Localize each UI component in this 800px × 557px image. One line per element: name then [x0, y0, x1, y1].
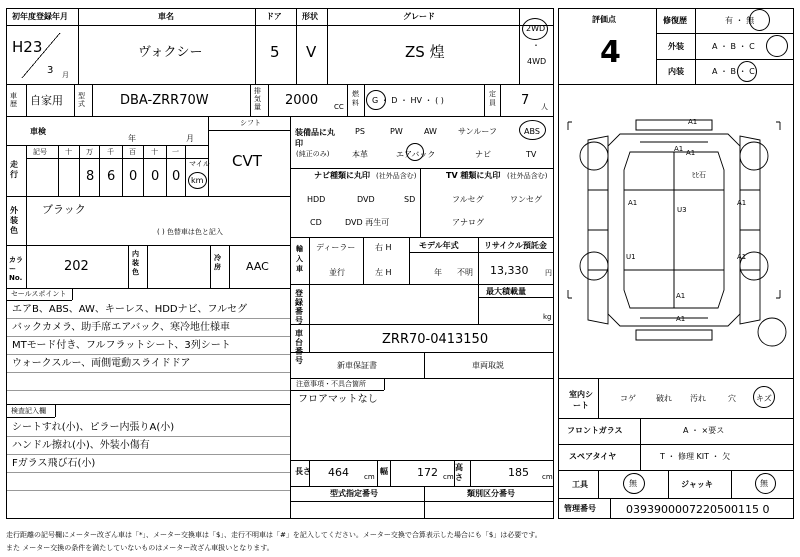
chassis-value: ZRR70-0413150	[382, 332, 489, 347]
height-label: 高さ	[455, 463, 463, 482]
navi-opt: SD	[404, 195, 416, 204]
warranty-manual: 車両取説	[472, 361, 504, 370]
drive-opt-4wd: 4WD	[527, 57, 547, 66]
score-value: 4	[600, 35, 621, 70]
inspection-year-unit: 年	[128, 134, 136, 143]
inspector-note-line: シートすれ(小)、ピラー内張りA(小)	[12, 422, 175, 433]
damage-mark: ﾋﾋ石	[692, 171, 706, 179]
equip-airbag: エアバック	[396, 150, 436, 159]
damage-mark: A1	[676, 315, 686, 323]
equip-aw: AW	[424, 127, 437, 136]
import-dealer: ディーラー	[316, 243, 356, 252]
exterior-color-value: ブラック	[42, 203, 86, 216]
model-label: 型式	[78, 92, 85, 108]
tv-sub: (社外品含む)	[507, 172, 548, 180]
model-value: DBA-ZRR70W	[120, 93, 209, 108]
equip-tv: TV	[526, 150, 537, 159]
sales-point-line: MTモード付き、フルフラットシート、3列シート	[12, 340, 231, 351]
sales-point-line: バックカメラ、助手席エアバック、寒冷地仕様車	[12, 322, 230, 333]
color-no-label: カラーNo.	[9, 256, 23, 282]
reg-no-label: 登録番号	[295, 289, 303, 325]
digit-label: 万	[86, 148, 93, 156]
ac-label: 冷房	[214, 254, 221, 271]
import-right: 右 H	[375, 243, 392, 252]
damage-mark: A1	[737, 253, 747, 261]
drive-dot: ・	[532, 41, 540, 50]
ac-value: AAC	[246, 260, 269, 273]
int-opts: A ・ B ・ C	[712, 67, 755, 76]
recycle-unit: 円	[545, 269, 552, 277]
navi-label: ナビ種類に丸印	[314, 171, 370, 180]
height-unit: cm	[542, 473, 553, 481]
mileage-unit-km: km	[191, 176, 204, 185]
interior-color-label: 内装色	[132, 250, 139, 276]
shape-value: V	[306, 43, 317, 61]
digit-label: 十	[65, 148, 72, 156]
color-no-value: 202	[64, 259, 89, 274]
equip-ps: PS	[355, 127, 365, 136]
navi-opt: DVD 再生可	[345, 218, 390, 227]
model-year-unit: 年	[434, 268, 442, 277]
footer-note-1: 走行距離の記号欄にメーター改ざん車は「*」、メーター交換車は「$」、走行不明車は「#」を記入してください。メーター交換で合算表示した場合にも「$」は必要です。	[6, 531, 542, 539]
digit-label: 千	[107, 148, 114, 156]
digit-label: 百	[129, 148, 136, 156]
equipment-label: 装備品に丸印	[295, 128, 335, 148]
chassis-label: 車台番号	[295, 329, 303, 365]
length-label: 長さ	[295, 467, 311, 476]
exterior-color-note: ( ) 色替車は色と記入	[157, 228, 223, 236]
height-value: 185	[508, 466, 529, 479]
shift-label: シフト	[240, 119, 261, 127]
displacement-label: 排気量	[254, 87, 261, 111]
shift-value: CVT	[232, 152, 262, 170]
tv-opt: フルセグ	[452, 195, 484, 204]
fuel-label: 燃料	[352, 90, 359, 107]
damage-mark: U3	[677, 206, 687, 214]
fuel-options: G ・ D ・ HV ・ ( )	[372, 96, 444, 105]
spare-tire-label: スペアタイヤ	[569, 452, 617, 461]
model-year-label: モデル年式	[419, 241, 459, 250]
mgmt-value: 0393900007220500115 0	[626, 503, 770, 516]
displacement-unit: CC	[334, 103, 344, 111]
inspector-note-line: Fガラス飛び石(小)	[12, 458, 96, 469]
damage-mark: A1	[676, 292, 686, 300]
inspection-month-unit: 月	[186, 134, 194, 143]
displacement-value: 2000	[285, 93, 319, 108]
width-unit: cm	[443, 473, 454, 481]
digit-label: 一	[172, 148, 179, 156]
use-value: 自家用	[30, 94, 63, 107]
front-glass-label: フロントガラス	[567, 426, 623, 435]
first-reg-month: 3	[47, 65, 54, 76]
damage-mark: A1	[674, 145, 684, 153]
exterior-color-label: 外装色	[10, 206, 18, 235]
navi-opt: CD	[310, 218, 322, 227]
equip-pw: PW	[390, 127, 403, 136]
max-load-unit: kg	[543, 313, 552, 321]
ext-selected-circle	[766, 35, 788, 57]
damage-mark: A1	[686, 149, 696, 157]
capacity-value: 7	[521, 93, 530, 108]
model-year-unknown: 不明	[457, 268, 473, 277]
remarks-value: フロアマットなし	[298, 394, 378, 405]
car-name-label: 車名	[158, 12, 174, 21]
remarks-label: 注意事項・不具合箇所	[296, 380, 366, 388]
car-name-value: ヴォクシー	[138, 45, 203, 60]
width-label: 幅	[380, 467, 388, 476]
equipment-sub: (純正のみ)	[296, 150, 330, 158]
type-no-label: 型式指定番号	[330, 489, 378, 498]
class-no-label: 類別区分番号	[467, 489, 515, 498]
shape-label: 形状	[302, 12, 318, 21]
import-left: 左 H	[375, 268, 392, 277]
recycle-value: 13,330	[490, 264, 529, 277]
equip-navi: ナビ	[475, 150, 491, 159]
seat-opt: 穴	[728, 394, 736, 403]
repair-selected-circle	[749, 9, 770, 31]
odometer-digit: 8	[86, 169, 95, 184]
first-reg-month-unit: 月	[62, 71, 69, 79]
mgmt-label: 管理番号	[564, 504, 596, 513]
navi-opt: DVD	[357, 195, 375, 204]
front-glass-opts: A ・ ×要ス	[683, 426, 725, 435]
seat-opt: コゲ	[620, 394, 636, 403]
mileage-unit-mile: マイル	[189, 160, 210, 168]
odometer-digit: 0	[172, 169, 181, 184]
equip-sunroof: サンルーフ	[458, 127, 497, 136]
spare-tire-opts: T ・ 修理 KIT ・ 欠	[660, 452, 731, 461]
repair-opts: 有 ・ 無	[725, 16, 755, 25]
jack-value: 無	[760, 479, 768, 488]
import-parallel: 並行	[329, 268, 345, 277]
jack-label: ジャッキ	[681, 480, 713, 489]
int-label: 内装	[668, 67, 684, 76]
length-unit: cm	[364, 473, 375, 481]
first-reg-era: H23	[12, 38, 43, 56]
damage-mark: U1	[626, 253, 636, 261]
ext-label: 外装	[668, 42, 684, 51]
odometer-digit: 6	[107, 169, 116, 184]
ext-opts: A ・ B ・ C	[712, 42, 755, 51]
inspector-notes-label: 検査記入欄	[11, 407, 46, 415]
digit-label: 十	[151, 148, 158, 156]
int-selected-circle	[737, 61, 757, 82]
door-label: ドア	[266, 12, 282, 21]
warranty-new-car: 新車保証書	[337, 361, 377, 370]
interior-seat-label: 室内シート	[569, 390, 593, 410]
tools-label: 工具	[572, 480, 588, 489]
capacity-label: 定員	[489, 90, 496, 107]
first-reg-label: 初年度登録年月	[12, 12, 68, 21]
tools-value: 無	[629, 479, 637, 488]
length-value: 464	[328, 466, 349, 479]
sales-point-line: ウォークスルー、両側電動スライドドア	[12, 358, 191, 369]
damage-mark: A1	[688, 118, 698, 126]
seat-opt: 破れ	[656, 394, 672, 403]
sales-point-line: エアB、ABS、AW、キーレス、HDDナビ、フルセグ	[12, 304, 248, 315]
inspection-label: 車検	[30, 127, 46, 136]
grade-value: ZS 煌	[405, 43, 445, 61]
tv-opt: アナログ	[452, 218, 484, 227]
equip-abs: ABS	[524, 127, 540, 136]
tv-opt: ワンセグ	[510, 195, 542, 204]
footer-note-2: また メーター交換の条件を満たしていないものはメーター改ざん車扱いとなります。	[6, 544, 274, 552]
recycle-label: リサイクル預託金	[484, 241, 547, 250]
navi-opt: HDD	[307, 195, 326, 204]
max-load-label: 最大積載量	[486, 287, 526, 296]
odometer-digit: 0	[151, 169, 160, 184]
grade-label: グレード	[403, 12, 435, 21]
mileage-record-label: 記号	[33, 148, 47, 156]
import-label: 輸入車	[296, 245, 303, 273]
seat-opt: キズ	[756, 394, 772, 403]
mileage-label: 走行	[10, 160, 18, 179]
tv-label: TV 種類に丸印	[446, 171, 501, 180]
odometer-digit: 0	[129, 169, 138, 184]
seat-opt: 汚れ	[690, 394, 706, 403]
score-label: 評価点	[592, 15, 616, 24]
inspector-note-line: ハンドル擦れ(小)、外装小傷有	[12, 440, 150, 451]
equip-leather: 本革	[352, 150, 368, 159]
repair-label: 修復歴	[663, 16, 687, 25]
doors-value: 5	[270, 43, 280, 61]
damage-mark: A1	[628, 199, 638, 207]
capacity-unit: 人	[541, 103, 548, 111]
damage-mark: A1	[737, 199, 747, 207]
width-value: 172	[417, 466, 438, 479]
sales-points-label: セールスポイント	[11, 290, 67, 298]
use-label: 車歴	[10, 92, 17, 108]
navi-sub: (社外品含む)	[376, 172, 417, 180]
drive-opt-2wd: 2WD	[526, 24, 546, 33]
